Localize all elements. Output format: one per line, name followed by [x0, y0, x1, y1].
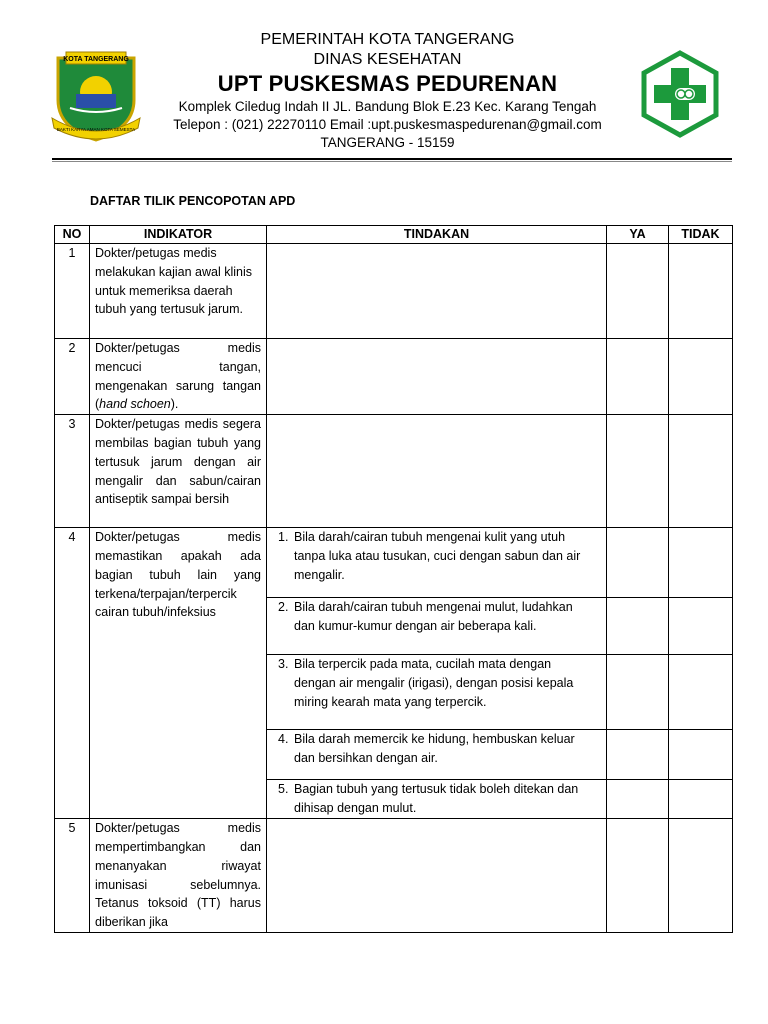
tindakan-cell — [267, 244, 607, 339]
document-title: DAFTAR TILIK PENCOPOTAN APD — [90, 194, 296, 208]
header-tindakan: TINDAKAN — [267, 226, 607, 244]
puskesmas-green-cross-icon — [640, 50, 720, 138]
header-divider — [52, 158, 732, 160]
row-number: 4 — [55, 528, 90, 819]
indikator-cell — [90, 339, 267, 415]
table-row — [55, 244, 733, 339]
row-number: 5 — [55, 819, 90, 933]
ya-checkbox-cell[interactable] — [607, 598, 669, 655]
ya-checkbox-cell[interactable] — [607, 528, 669, 598]
kota-tangerang-emblem-icon — [50, 48, 142, 144]
emblem-ribbon-text: BAKTI KARYA AMAN KOTA SEMESTA — [56, 127, 136, 132]
tindakan-text: Bila darah memercik ke hidung, hembuskan keluar dan bersihkan dengan air. — [294, 732, 575, 765]
indikator-cell: Dokter/petugas medis segera membilas bagian tubuh yang tertusuk jarum dengan air mengalir dan sabun/cairan antiseptik sampai bersih — [90, 415, 267, 528]
tindakan-number: 2. — [278, 600, 289, 615]
row-number: 1 — [55, 244, 90, 339]
tindakan-text: Bila darah/cairan tubuh mengenai kulit yang utuh tanpa luka atau tusukan, cuci dengan sabun dan air mengalir. — [294, 530, 581, 582]
contact-line: Telepon : (021) 22270110 Email :upt.puskesmaspedurenan@gmail.com — [173, 117, 602, 132]
table-row — [55, 415, 733, 528]
table-header-row — [55, 226, 733, 244]
table-row — [55, 819, 733, 933]
ya-checkbox-cell[interactable] — [607, 730, 669, 780]
indikator-text: Dokter/petugas medis mencuci tangan, mengenakan sarung tangan ( — [95, 341, 261, 412]
government-name: PEMERINTAH KOTA TANGERANG — [260, 31, 515, 48]
tidak-checkbox-cell[interactable] — [669, 528, 733, 598]
tidak-checkbox-cell[interactable] — [669, 415, 733, 528]
tidak-checkbox-cell[interactable] — [669, 780, 733, 819]
tindakan-text: Bila darah/cairan tubuh mengenai mulut, ludahkan dan kumur-kumur dengan air beberapa kali. — [294, 600, 573, 633]
tindakan-text: Bagian tubuh yang tertusuk tidak boleh ditekan dan dihisap dengan mulut. — [294, 782, 579, 815]
indikator-cell: Dokter/petugas medis melakukan kajian awal klinis untuk memeriksa daerah tubuh yang tertusuk jarum. — [90, 244, 267, 339]
indikator-cell: Dokter/petugas medis memastikan apakah ada bagian tubuh lain yang terkena/terpajan/terpercik cairan tubuh/infeksius — [90, 528, 267, 819]
tidak-checkbox-cell[interactable] — [669, 339, 733, 415]
city-line: TANGERANG - 15159 — [320, 135, 455, 150]
tindakan-item — [267, 528, 607, 598]
table-row — [55, 339, 733, 415]
tidak-checkbox-cell[interactable] — [669, 730, 733, 780]
department-name: DINAS KESEHATAN — [313, 51, 462, 68]
tindakan-number: 5. — [278, 782, 289, 797]
indikator-italic-term: hand schoen — [99, 397, 171, 412]
ya-checkbox-cell[interactable] — [607, 339, 669, 415]
ya-checkbox-cell[interactable] — [607, 415, 669, 528]
ya-checkbox-cell[interactable] — [607, 244, 669, 339]
address-line: Komplek Ciledug Indah II JL. Bandung Blok E.23 Kec. Karang Tengah — [178, 99, 597, 114]
tindakan-item — [267, 780, 607, 819]
tidak-checkbox-cell[interactable] — [669, 655, 733, 730]
tindakan-cell — [267, 819, 607, 933]
row-number: 3 — [55, 415, 90, 528]
tidak-checkbox-cell[interactable] — [669, 598, 733, 655]
header-tidak: TIDAK — [669, 226, 733, 244]
tindakan-text: Bila terpercik pada mata, cucilah mata dengan dengan air mengalir (irigasi), dengan posisi kepala miring kearah mata yang terpercik. — [294, 657, 574, 709]
tindakan-cell — [267, 415, 607, 528]
checklist-table — [54, 225, 733, 933]
header-ya: YA — [607, 226, 669, 244]
tindakan-cell — [267, 339, 607, 415]
letterhead-text — [150, 30, 625, 152]
tindakan-number: 1. — [278, 530, 289, 545]
ya-checkbox-cell[interactable] — [607, 819, 669, 933]
letterhead — [0, 0, 768, 165]
ya-checkbox-cell[interactable] — [607, 655, 669, 730]
header-divider-thin — [52, 161, 732, 162]
tidak-checkbox-cell[interactable] — [669, 244, 733, 339]
ya-checkbox-cell[interactable] — [607, 780, 669, 819]
table-row — [55, 528, 733, 598]
tindakan-item — [267, 730, 607, 780]
indikator-cell: Dokter/petugas medis mempertimbangkan dan menanyakan riwayat imunisasi sebelumnya. Tetanus toksoid (TT) harus diberikan jika — [90, 819, 267, 933]
header-indikator: INDIKATOR — [90, 226, 267, 244]
indikator-text-end: ). — [170, 397, 179, 412]
tindakan-item — [267, 655, 607, 730]
tidak-checkbox-cell[interactable] — [669, 819, 733, 933]
emblem-top-text: KOTA TANGERANG — [63, 56, 129, 63]
institution-name: UPT PUSKESMAS PEDURENAN — [217, 71, 558, 96]
tindakan-number: 3. — [278, 657, 289, 672]
header-no: NO — [55, 226, 90, 244]
tindakan-number: 4. — [278, 732, 289, 747]
row-number: 2 — [55, 339, 90, 415]
tindakan-item — [267, 598, 607, 655]
